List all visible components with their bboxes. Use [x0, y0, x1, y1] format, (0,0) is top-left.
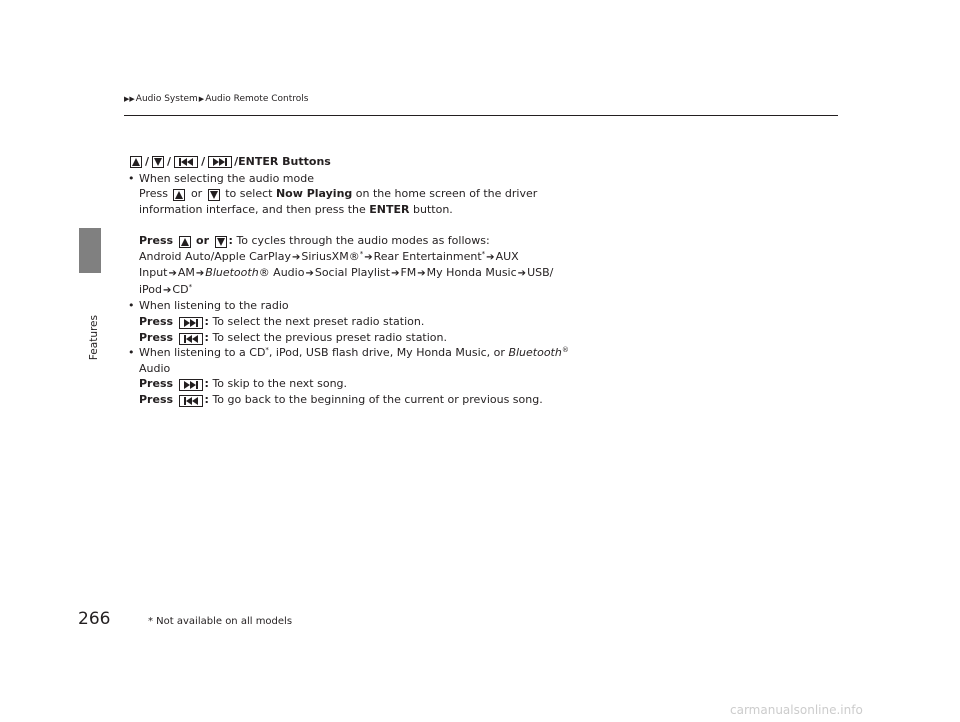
arrow-icon: ➔: [364, 251, 373, 263]
text: :: [204, 314, 209, 328]
bullet-text: , iPod, USB flash drive, My Honda Music, or: [268, 346, 505, 360]
seek-down-icon: [152, 156, 164, 168]
text: or: [190, 187, 203, 201]
mode-item: Rear Entertainment: [373, 249, 482, 263]
mode-item: SiriusXM®: [301, 249, 360, 263]
skip-forward-icon: [179, 317, 203, 329]
heading-separator: /: [167, 155, 172, 168]
list-item: [128, 314, 688, 330]
footnote-marker: *: [265, 346, 269, 355]
list-item: [128, 361, 688, 377]
enter-label: ENTER: [369, 202, 410, 216]
mode-item: CD: [172, 282, 189, 296]
text: button.: [413, 202, 453, 216]
list-item: [128, 202, 688, 218]
mode-item: USB/: [527, 266, 554, 280]
seek-down-icon: [215, 236, 227, 248]
list-item: [128, 249, 688, 266]
text: Press: [139, 314, 174, 328]
bullet-text: When listening to the radio: [139, 299, 289, 313]
list-item: [128, 265, 688, 282]
text: :: [228, 233, 233, 247]
breadcrumb-item-audio-system[interactable]: Audio System: [135, 94, 198, 104]
footnote-marker: *: [188, 282, 193, 291]
seek-down-icon: [208, 189, 220, 201]
text: Press: [139, 233, 174, 247]
skip-forward-icon: [179, 379, 203, 391]
text: :: [204, 392, 209, 406]
text: To select the next preset radio station.: [212, 314, 425, 328]
header-rule: [124, 115, 838, 116]
mode-item: Social Playlist: [314, 266, 391, 280]
text: Press: [139, 392, 174, 406]
bluetooth-text: Bluetooth: [508, 346, 562, 360]
list-item: [128, 282, 688, 299]
heading-title: /ENTER Buttons: [234, 155, 331, 168]
mode-item: Android Auto/Apple CarPlay: [139, 249, 291, 263]
footnote-marker: *: [481, 249, 486, 258]
skip-forward-icon: [208, 156, 232, 168]
text: To go back to the beginning of the current or previous song.: [212, 392, 543, 406]
list-item: [128, 376, 688, 392]
text: information interface, and then press the: [139, 202, 366, 216]
seek-up-icon: [130, 156, 142, 168]
arrow-icon: ➔: [291, 251, 301, 263]
text: To cycles through the audio modes as follows:: [236, 233, 490, 247]
mode-item: AM: [177, 266, 195, 280]
bullet-audio-mode: [128, 171, 688, 187]
heading-separator: /: [145, 155, 150, 168]
text: on the home screen of the driver: [355, 187, 538, 201]
text: or: [196, 233, 210, 247]
mode-item: Input: [139, 266, 168, 280]
arrow-icon: ➔: [305, 268, 314, 280]
breadcrumb-item-audio-remote[interactable]: Audio Remote Controls: [205, 94, 309, 104]
mode-item: My Honda Music: [426, 266, 517, 280]
text: Audio: [139, 361, 171, 375]
text: :: [204, 377, 209, 391]
bullet-radio: [128, 298, 688, 314]
section-heading: [128, 154, 688, 170]
mode-item: Bluetooth: [205, 266, 259, 280]
heading-separator: /: [201, 155, 206, 168]
section-tab: [79, 228, 101, 273]
list-item: [128, 330, 688, 346]
skip-back-icon: [179, 395, 203, 407]
mode-item: AUX: [495, 249, 519, 263]
main-content: [128, 154, 688, 408]
skip-back-icon: [179, 333, 203, 345]
bullet-text: When selecting the audio mode: [139, 171, 314, 185]
arrow-icon: ➔: [195, 268, 205, 280]
arrow-icon: ➔: [517, 268, 527, 280]
bullet-cd: [128, 345, 688, 361]
arrow-icon: ➔: [168, 268, 177, 280]
seek-up-icon: [179, 236, 191, 248]
footnote-marker: *: [359, 249, 364, 258]
breadcrumb: [124, 94, 308, 104]
text: Press: [139, 187, 168, 201]
breadcrumb-arrow-icon: ▶▶: [124, 95, 135, 103]
text: Press: [139, 330, 174, 344]
arrow-icon: ➔: [163, 284, 172, 296]
text: To select the previous preset radio station.: [212, 330, 448, 344]
skip-back-icon: [174, 156, 198, 168]
text: Press: [139, 377, 174, 391]
text: to select: [225, 187, 273, 201]
arrow-icon: ➔: [391, 268, 400, 280]
seek-up-icon: [173, 189, 185, 201]
watermark: carmanualsonline.info: [730, 703, 863, 717]
bullet-text: When listening to a CD: [139, 346, 266, 360]
breadcrumb-arrow-icon: ▶: [198, 95, 205, 103]
list-item: [128, 392, 688, 408]
mode-item: iPod: [139, 282, 163, 296]
section-label: Features: [88, 315, 100, 361]
registered-mark: ®: [561, 346, 569, 355]
mode-item: FM: [400, 266, 417, 280]
list-item: [128, 233, 688, 249]
page-number: 266: [78, 609, 111, 629]
mode-item: ® Audio: [258, 266, 305, 280]
arrow-icon: ➔: [486, 251, 495, 263]
footnote: * Not available on all models: [148, 616, 293, 627]
arrow-icon: ➔: [417, 268, 426, 280]
list-item: [128, 186, 688, 202]
text: :: [204, 330, 209, 344]
now-playing-label: Now Playing: [275, 187, 353, 201]
text: To skip to the next song.: [212, 377, 348, 391]
